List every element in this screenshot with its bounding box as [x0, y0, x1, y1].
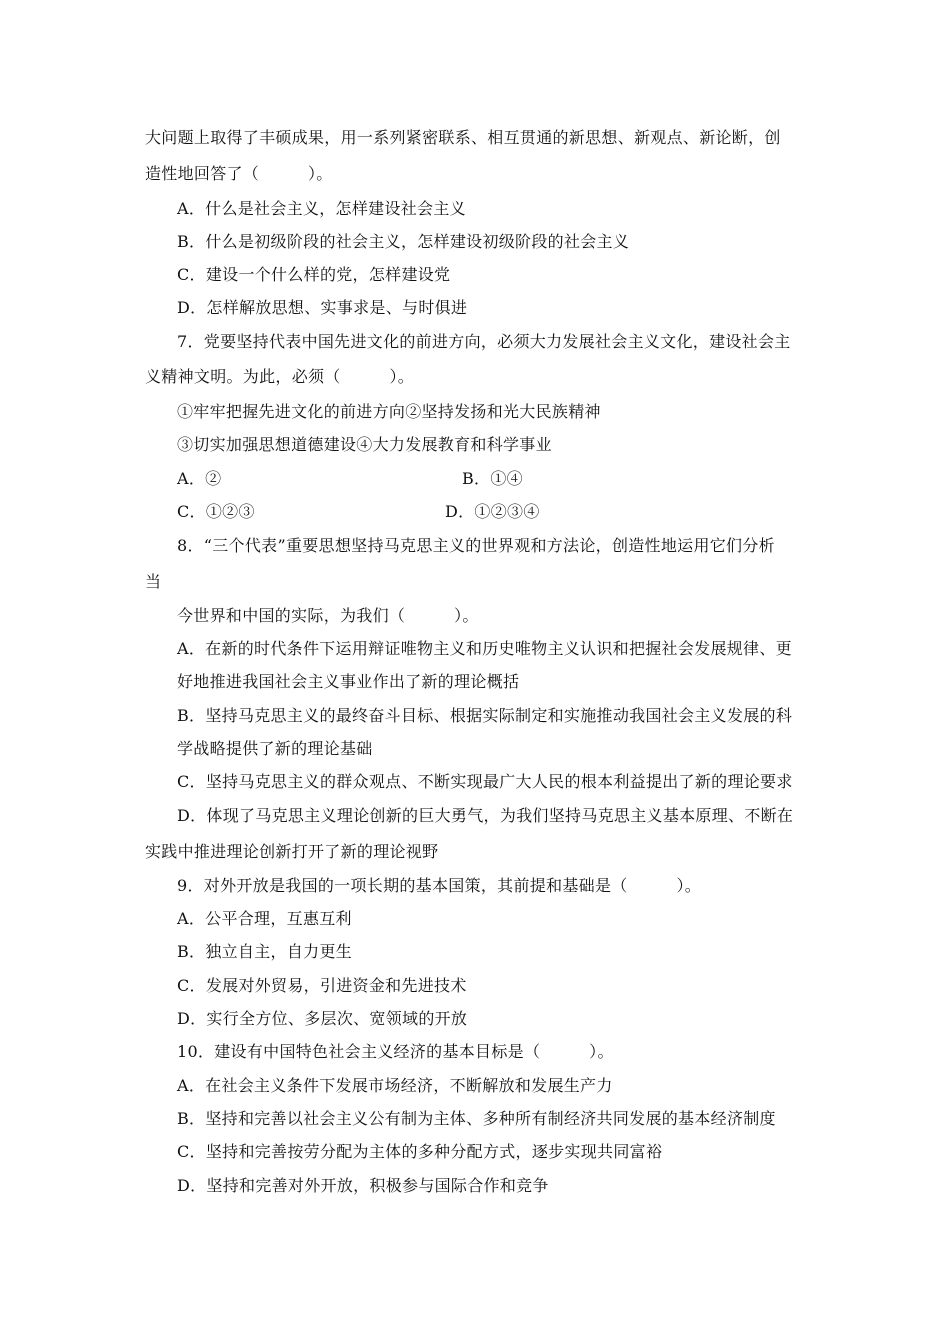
q8-option-b-line-1: B．坚持马克思主义的最终奋斗目标、根据实际制定和实施推动我国社会主义发展的科	[177, 706, 793, 725]
q7-option-a: A．②	[177, 469, 222, 488]
q10-stem: 10．建设有中国特色社会主义经济的基本目标是（ ）。	[177, 1042, 614, 1061]
q8-option-a-line-2: 好地推进我国社会主义事业作出了新的理论概括	[177, 672, 520, 691]
q9-option-a: A．公平合理，互惠互利	[177, 909, 352, 928]
q8-option-d-line-2: 实践中推进理论创新打开了新的理论视野	[145, 842, 439, 861]
q8-stem-line-2: 当	[145, 572, 162, 591]
q9-option-c: C．发展对外贸易，引进资金和先进技术	[177, 976, 467, 995]
q7-stem-line-1: 7．党要坚持代表中国先进文化的前进方向，必须大力发展社会主义文化，建设社会主	[177, 332, 791, 351]
q7-items-line-1: ①牢牢把握先进文化的前进方向②坚持发扬和光大民族精神	[177, 402, 601, 421]
q6-option-b: B．什么是初级阶段的社会主义，怎样建设初级阶段的社会主义	[177, 232, 630, 251]
q8-stem-line-1: 8．“三个代表”重要思想坚持马克思主义的世界观和方法论，创造性地运用它们分析	[177, 536, 775, 555]
q7-option-b: B．①④	[462, 469, 523, 488]
q7-items-line-2: ③切实加强思想道德建设④大力发展教育和科学事业	[177, 435, 552, 454]
q6-continuation-line-1: 大问题上取得了丰硕成果，用一系列紧密联系、相互贯通的新思想、新观点、新论断，创	[145, 128, 781, 147]
q10-option-b: B．坚持和完善以社会主义公有制为主体、多种所有制经济共同发展的基本经济制度	[177, 1109, 776, 1128]
q10-option-d: D．坚持和完善对外开放，积极参与国际合作和竞争	[177, 1176, 549, 1195]
q8-option-d-line-1: D．体现了马克思主义理论创新的巨大勇气，为我们坚持马克思主义基本原理、不断在	[177, 806, 794, 825]
q8-option-b-line-2: 学战略提供了新的理论基础	[177, 739, 373, 758]
q10-option-c: C．坚持和完善按劳分配为主体的多种分配方式，逐步实现共同富裕	[177, 1142, 663, 1161]
q7-stem-line-2: 义精神文明。为此，必须（ ）。	[145, 367, 415, 386]
q7-option-d: D．①②③④	[445, 502, 540, 521]
q10-option-a: A．在社会主义条件下发展市场经济，不断解放和发展生产力	[177, 1076, 613, 1095]
q8-option-a-line-1: A．在新的时代条件下运用辩证唯物主义和历史唯物主义认识和把握社会发展规律、更	[177, 639, 792, 658]
q7-option-c: C．①②③	[177, 502, 255, 521]
q9-option-d: D．实行全方位、多层次、宽领域的开放	[177, 1009, 468, 1028]
q6-option-c: C．建设一个什么样的党，怎样建设党	[177, 265, 451, 284]
q6-continuation-line-2: 造性地回答了（ ）。	[145, 164, 333, 183]
q8-stem-line-3: 今世界和中国的实际，为我们（ ）。	[177, 606, 479, 625]
q9-option-b: B．独立自主，自力更生	[177, 942, 353, 961]
q6-option-a: A．什么是社会主义，怎样建设社会主义	[177, 199, 466, 218]
q9-stem: 9．对外开放是我国的一项长期的基本国策，其前提和基础是（ ）。	[177, 876, 702, 895]
q6-option-d: D．怎样解放思想、实事求是、与时俱进	[177, 298, 468, 317]
q8-option-c: C．坚持马克思主义的群众观点、不断实现最广大人民的根本利益提出了新的理论要求	[177, 772, 793, 791]
